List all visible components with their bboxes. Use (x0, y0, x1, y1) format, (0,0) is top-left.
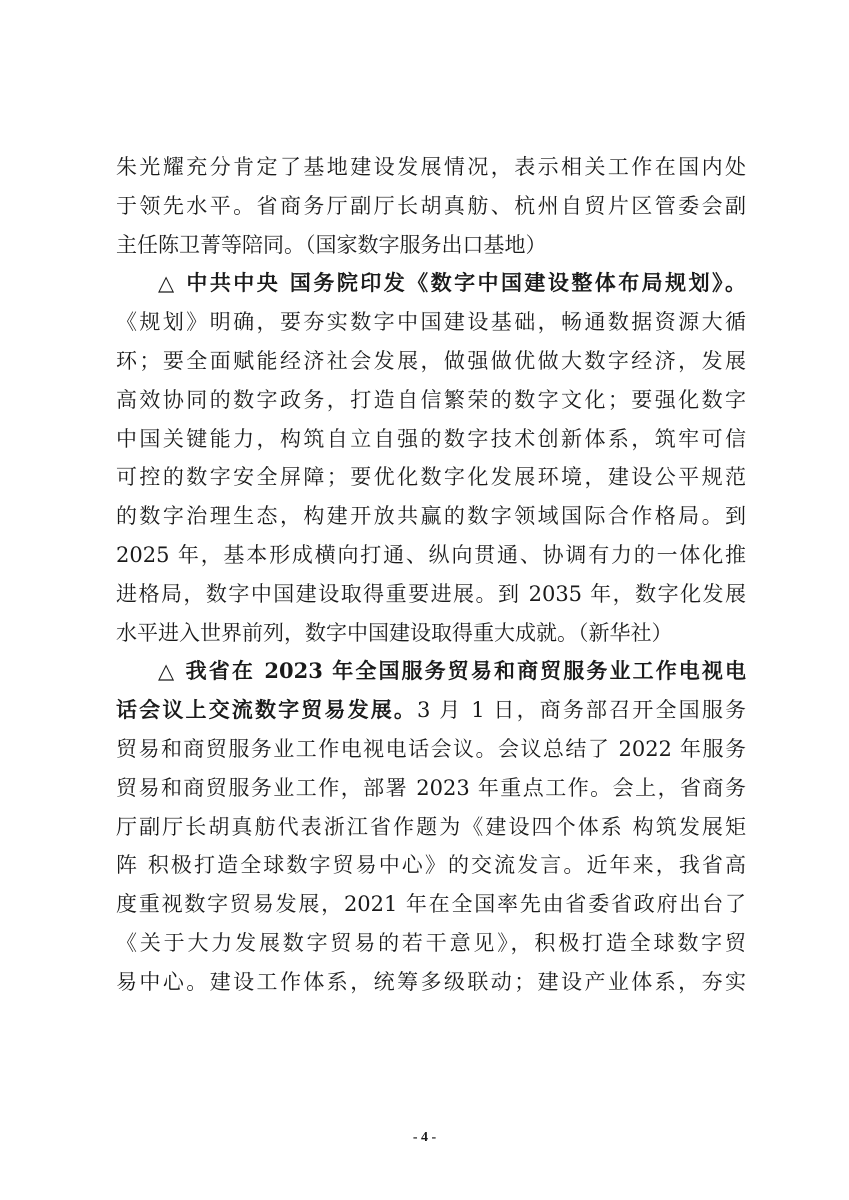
paragraph-3-line-7: 度重视数字贸易发展，2021 年在全国率先由省委省政府出台了 (116, 892, 746, 917)
document-body (116, 148, 746, 1002)
paragraph-2-line-9: 进格局，数字中国建设取得重要进展。到 2035 年，数字化发展 (116, 581, 746, 606)
paragraph-3-line-2 (116, 691, 746, 730)
paragraph-3-line-9: 易中心。建设工作体系，统筹多级联动；建设产业体系，夯实 (116, 969, 746, 994)
paragraph-3-line-5: 厅副厅长胡真舫代表浙江省作题为《建设四个体系 构筑发展矩 (116, 814, 746, 839)
paragraph-3-heading-end: 话会议上交流数字贸易发展。 (116, 697, 418, 723)
paragraph-3-line-4: 贸易和商贸服务业工作，部署 2023 年重点工作。会上，省商务 (116, 775, 746, 800)
paragraph-2-line-10: 水平进入世界前列，数字中国建设取得重大成就。（新华社） (116, 620, 673, 645)
paragraph-3-heading-line (116, 652, 746, 691)
paragraph-2-line-4: 高效协同的数字政务，打造自信繁荣的数字文化；要强化数字 (116, 387, 746, 412)
paragraph-2-line-8: 2025 年，基本形成横向打通、纵向贯通、协调有力的一体化推 (116, 542, 746, 567)
paragraph-1-line-2: 于领先水平。省商务厅副厅长胡真舫、杭州自贸片区管委会副 (116, 193, 746, 218)
paragraph-3-line-2-text: 3 月 1 日，商务部召开全国服务 (417, 698, 746, 723)
paragraph-2-line-6: 可控的数字安全屏障；要优化数字化发展环境，建设公平规范 (116, 465, 746, 490)
paragraph-3-line-8: 《关于大力发展数字贸易的若干意见》，积极打造全球数字贸 (116, 930, 746, 955)
paragraph-1-line-3: 主任陈卫菁等陪同。（国家数字服务出口基地） (116, 232, 547, 257)
paragraph-1-line-1: 朱光耀充分肯定了基地建设发展情况，表示相关工作在国内处 (116, 155, 746, 179)
paragraph-2-heading-line (116, 264, 746, 303)
paragraph-2-heading: △ 中共中央 国务院印发《数字中国建设整体布局规划》。 (158, 270, 746, 296)
paragraph-2-line-7: 的数字治理生态，构建开放共赢的数字领域国际合作格局。到 (116, 504, 746, 529)
paragraph-3-heading: △ 我省在 2023 年全国服务贸易和商贸服务业工作电视电 (158, 658, 746, 684)
paragraph-3-line-3: 贸易和商贸服务业工作电视电话会议。会议总结了 2022 年服务 (116, 736, 746, 761)
paragraph-2-line-5: 中国关键能力，构筑自立自强的数字技术创新体系，筑牢可信 (116, 426, 746, 451)
page-number: - 4 - (412, 1130, 437, 1145)
paragraph-2-line-2: 《规划》明确，要夯实数字中国建设基础，畅通数据资源大循 (116, 310, 746, 335)
paragraph-2-line-3: 环；要全面赋能经济社会发展，做强做优做大数字经济，发展 (116, 348, 746, 373)
paragraph-3-line-6: 阵 积极打造全球数字贸易中心》的交流发言。近年来，我省高 (116, 853, 746, 878)
